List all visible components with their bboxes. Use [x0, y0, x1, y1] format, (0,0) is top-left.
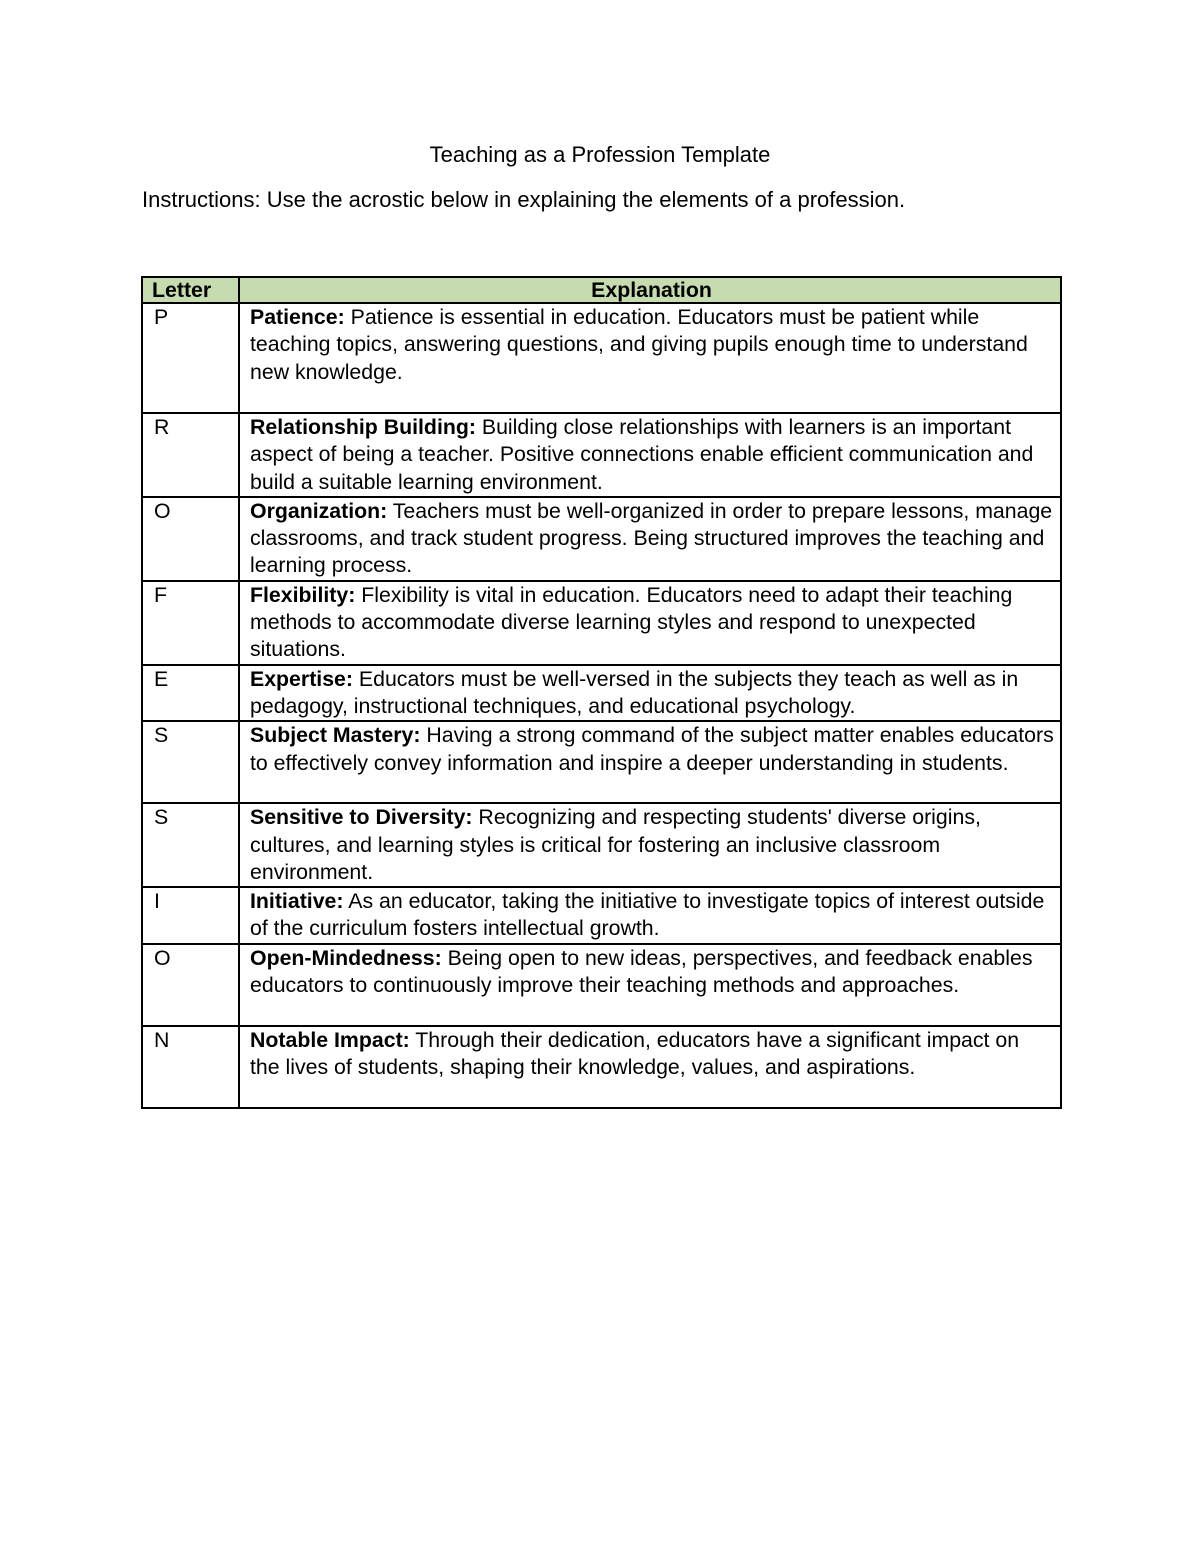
row-explanation [239, 944, 1061, 1026]
row-description: Flexibility is vital in education. Educators need to adapt their teaching methods to accommodate diverse learning styles and respond to unexpected situations. [250, 582, 1013, 662]
table-row [142, 665, 1061, 722]
row-description: Having a strong command of the subject matter enables educators to effectively convey information and inspire a deeper understanding in students. [250, 723, 1054, 775]
row-description: Through their dedication, educators have a significant impact on the lives of students, shaping their knowledge, values, and aspirations. [250, 1027, 1020, 1080]
table-row [142, 581, 1061, 665]
row-letter: E [142, 665, 239, 722]
table-header-row [142, 277, 1061, 303]
row-explanation [239, 1026, 1061, 1108]
table-row [142, 1026, 1061, 1108]
row-explanation [239, 665, 1061, 722]
row-term: Organization: [250, 498, 388, 523]
table-row [142, 721, 1061, 803]
row-explanation [239, 721, 1061, 803]
table-row [142, 944, 1061, 1026]
row-description: Patience is essential in education. Educators must be patient while teaching topics, answering questions, and giving pupils enough time to understand new knowledge. [250, 305, 1028, 384]
row-term: Initiative: [250, 889, 344, 914]
row-explanation [239, 887, 1061, 944]
row-description: Teachers must be well-organized in order to prepare lessons, manage classrooms, and track student progress. Being structured improves the teaching and learning process. [250, 498, 1053, 578]
column-header-letter: Letter [142, 277, 239, 303]
document-title: Teaching as a Profession Template [429, 142, 771, 167]
row-term: Sensitive to Diversity: [250, 805, 473, 830]
row-letter: S [142, 803, 239, 887]
row-explanation [239, 581, 1061, 665]
table-row [142, 803, 1061, 887]
row-letter: N [142, 1026, 239, 1108]
row-letter: S [142, 721, 239, 803]
row-term: Notable Impact: [250, 1027, 410, 1052]
row-term: Expertise: [250, 666, 353, 691]
row-letter: O [142, 944, 239, 1026]
row-explanation [239, 803, 1061, 887]
instructions-text: Instructions: Use the acrostic below in explaining the elements of a profession. [142, 187, 906, 212]
row-term: Flexibility: [250, 582, 356, 607]
row-description: As an educator, taking the initiative to investigate topics of interest outside of the curriculum fosters intellectual growth. [250, 889, 1045, 941]
acrostic-table [141, 276, 1062, 1109]
row-letter: I [142, 887, 239, 944]
row-explanation [239, 413, 1061, 497]
row-term: Open-Mindedness: [250, 945, 442, 970]
table-row [142, 413, 1061, 497]
row-letter: P [142, 303, 239, 413]
row-term: Relationship Building: [250, 415, 476, 439]
row-explanation [239, 497, 1061, 581]
row-term: Patience: [250, 305, 345, 329]
row-letter: O [142, 497, 239, 581]
row-letter: F [142, 581, 239, 665]
row-description: Educators must be well-versed in the subjects they teach as well as in pedagogy, instructional techniques, and educational psychology. [250, 666, 1019, 718]
table-row [142, 887, 1061, 944]
table-row [142, 303, 1061, 413]
row-description: Building close relationships with learners is an important aspect of being a teacher. Positive connections enable efficient communication and build a suitable learning environment. [250, 415, 1034, 494]
row-description: Recognizing and respecting students' diverse origins, cultures, and learning styles is critical for fostering an inclusive classroom environment. [250, 805, 981, 884]
column-header-explanation: Explanation [239, 277, 1061, 303]
row-term: Subject Mastery: [250, 723, 421, 748]
table-row [142, 497, 1061, 581]
row-explanation [239, 303, 1061, 413]
row-description: Being open to new ideas, perspectives, and feedback enables educators to continuously improve their teaching methods and approaches. [250, 945, 1033, 998]
row-letter: R [142, 413, 239, 497]
